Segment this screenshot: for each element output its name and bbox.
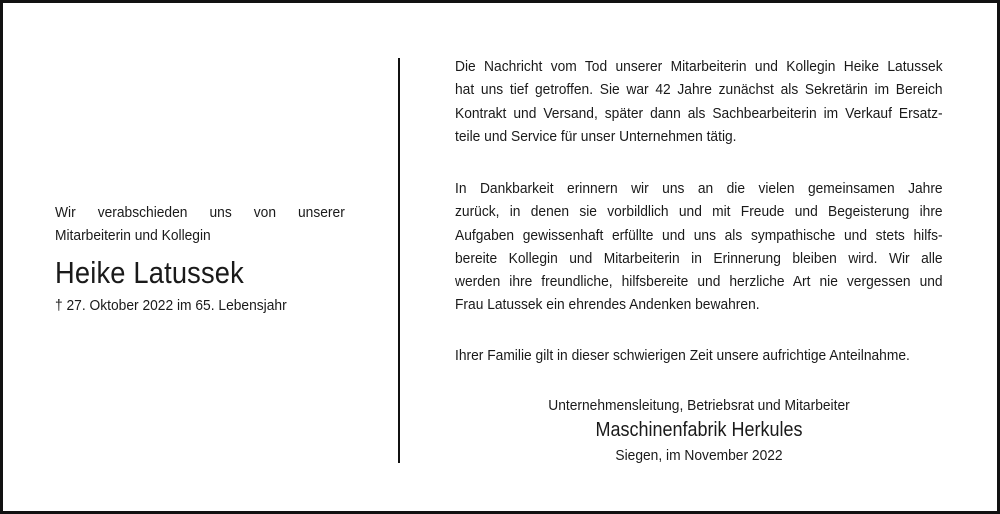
paragraph-line: Aufgaben gewissenhaft erfüllte und uns als sympathische und stets hilfs- [455,226,943,244]
place-date: Siegen, im November 2022 [615,447,783,464]
paragraph-line: teile und Service für unser Unternehmen tätig. [455,127,737,145]
intro-line-1: Wir verabschieden uns von unserer [55,204,345,221]
paragraph-line: bereite Kollegin und Mitarbeiterin in Erinnerung bleiben wird. Wir alle [455,249,943,267]
paragraph-1 [455,55,943,148]
paragraph-line: hat uns tief getroffen. Sie war 42 Jahre zunächst als Sekretärin im Bereich [455,81,943,99]
deceased-name: Heike Latussek [55,255,244,290]
paragraph-line: Ihrer Familie gilt in dieser schwierigen Zeit unsere aufrichtige Anteilnahme. [455,347,910,364]
paragraph-line: Die Nachricht vom Tod unserer Mitarbeiterin und Kollegin Heike Latussek [455,58,943,75]
intro-text [55,201,345,247]
company-name: Maschinenfabrik Herkules [595,419,803,441]
intro-line-2: Mitarbeiterin und Kollegin [55,227,211,244]
paragraph-line: Frau Latussek ein ehrendes Andenken bewahren. [455,296,760,314]
left-column [55,201,345,316]
death-date: † 27. Oktober 2022 im 65. Lebensjahr [55,297,287,314]
vertical-divider [398,58,400,463]
paragraph-3 [455,344,943,367]
paragraph-line: zurück, in denen sie vorbildlich und mit Freude und Begeisterung ihre [455,203,943,221]
paragraph-2 [455,177,943,317]
paragraph-line: werden ihre freundliche, hilfsbereite und herzliche Art nie vergessen und [455,273,943,291]
paragraph-line: In Dankbarkeit erinnern wir uns an die vielen gemeinsamen Jahre [455,180,943,197]
signature-block [455,395,943,467]
signatories: Unternehmensleitung, Betriebsrat und Mitarbeiter [548,397,850,414]
paragraph-line: Kontrakt und Versand, später dann als Sachbearbeiterin im Verkauf Ersatz- [455,104,943,122]
